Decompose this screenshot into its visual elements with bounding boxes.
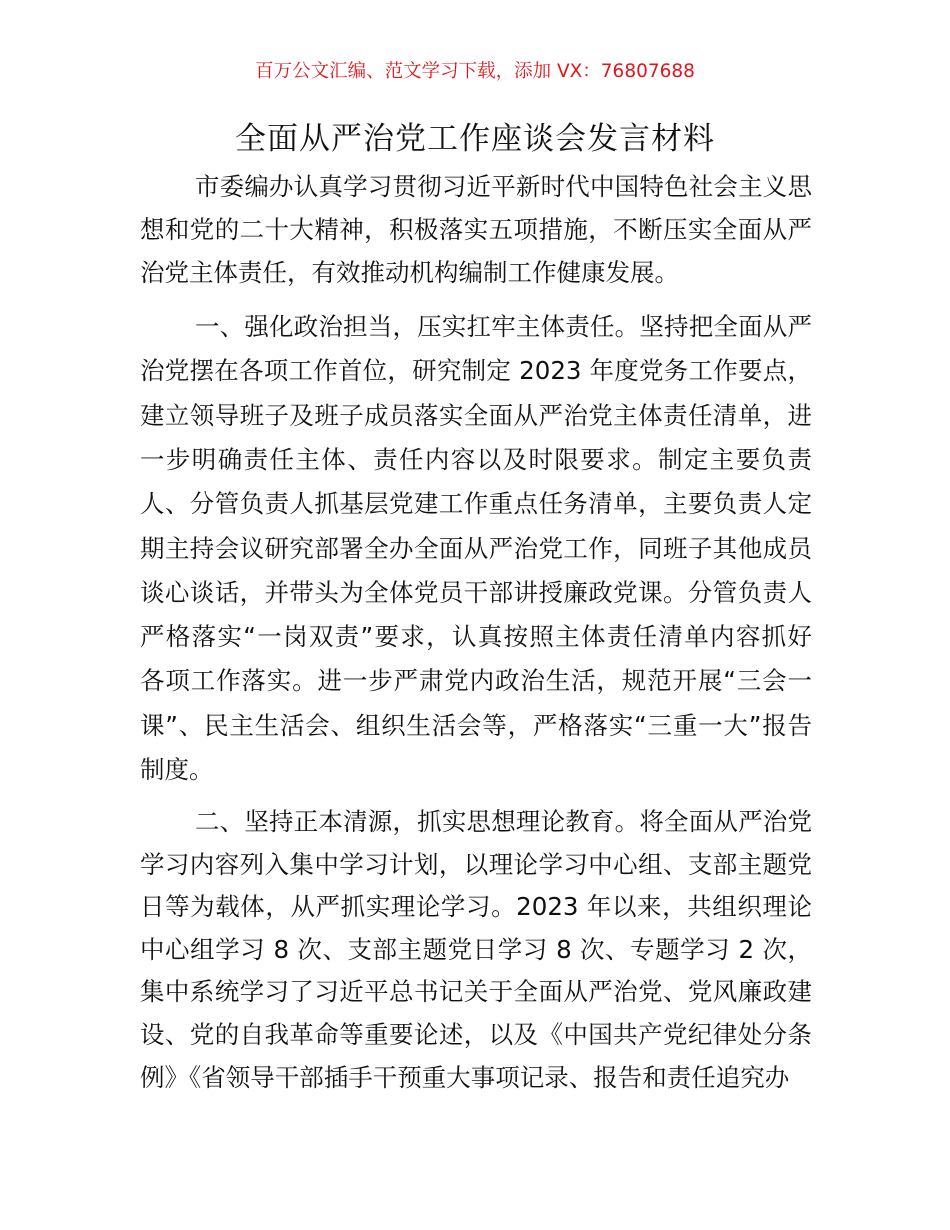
paragraph-3-line: 例》《省领导干部插手干预重大事项记录、报告和责任追究办 [140,1062,790,1092]
paragraph-2-line: 课”、民主生活会、组织生活会等，严格落实“三重一大”报告 [140,710,812,740]
paragraph-2-line: 一、强化政治担当，压实扛牢主体责任。坚持把全面从严 [195,312,812,341]
paragraph-2-line: 严格落实“一岗双责”要求，认真按照主体责任清单内容抓好 [140,622,812,652]
paragraph-3-line: 学习内容列入集中学习计划，以理论学习中心组、支部主题党 [140,849,812,879]
paragraph-1-line: 治党主体责任，有效推动机构编制工作健康发展。 [140,258,679,287]
paragraph-3-line: 集中系统学习了习近平总书记关于全面从严治党、党风廉政建 [140,977,812,1007]
paragraph-2-line: 一步明确责任主体、责任内容以及时限要求。制定主要负责 [140,444,812,474]
paragraph-3-line: 二、坚持正本清源，抓实思想理论教育。将全面从严治党 [195,807,812,836]
paragraph-3-line: 日等为载体，从严抓实理论学习。2023 年以来，共组织理论 [140,892,812,922]
paragraph-2-line: 人、分管负责人抓基层党建工作重点任务清单，主要负责人定 [140,489,812,519]
paragraph-3-line: 设、党的自我革命等重要论述，以及《中国共产党纪律处分条 [140,1020,812,1049]
paragraph-3-line: 中心组学习 8 次、支部主题党日学习 8 次、专题学习 2 次， [140,934,812,964]
paragraph-2-line: 建立领导班子及班子成员落实全面从严治党主体责任清单，进 [140,400,812,430]
paragraph-2-line: 各项工作落实。进一步严肃党内政治生活，规范开展“三会一 [140,666,812,696]
paragraph-2-line: 谈心谈话，并带头为全体党员干部讲授廉政党课。分管负责人 [140,577,812,607]
paragraph-1-line: 想和党的二十大精神，积极落实五项措施，不断压实全面从严 [140,215,812,244]
paragraph-1-line: 市委编办认真学习贯彻习近平新时代中国特色社会主义思 [195,172,812,201]
document-title: 全面从严治党工作座谈会发言材料 [235,121,715,157]
header-note: 百万公文汇编、范文学习下载，添加 VX：76807688 [255,61,695,82]
paragraph-2-line: 治党摆在各项工作首位，研究制定 2023 年度党务工作要点， [140,356,812,386]
paragraph-2-line: 期主持会议研究部署全办全面从严治党工作，同班子其他成员 [140,533,812,563]
paragraph-2-line: 制度。 [140,755,214,784]
